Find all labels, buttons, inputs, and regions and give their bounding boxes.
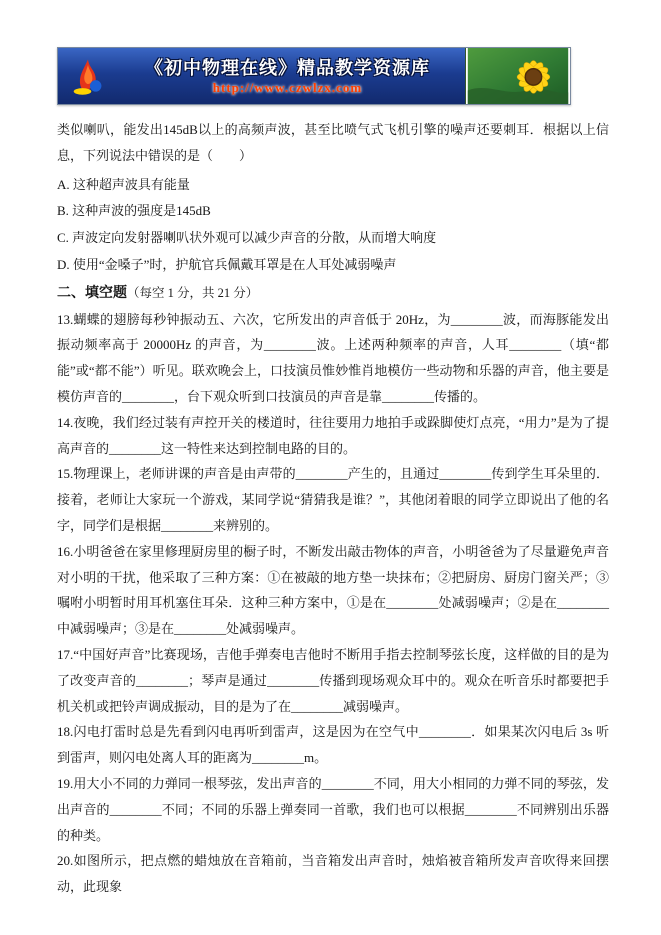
question-15: 15.物理课上，老师讲课的声音是由声带的________产生的，且通过________传到学生耳朵里的．接着，老师让大家玩一个游戏，某同学说“猜猜我是谁？”，其他闭着眼的同学立即说出了他的名字，同学们是根据________来辨别的。: [57, 466, 609, 533]
choice-option-a: A. 这种超声波具有能量: [57, 176, 190, 192]
question-12-stem: 类似喇叭，能发出145dB以上的高频声波，甚至比喷气式飞机引擎的噪声还要刺耳．根据以上信息，下列说法中错误的是（ ）: [57, 122, 609, 163]
question-17: 17.“中国好声音”比赛现场，吉他手弹奏电吉他时不断用手指去控制琴弦长度，这样做的目的是为了改变声音的________；琴声是通过________传播到现场观众耳中的。观众在听音乐时都要把手机关机或把铃声调成振动，目的是为了在________减弱噪声。: [57, 646, 609, 714]
question-16: 16.小明爸爸在家里修理厨房里的橱子时，不断发出敲击物体的声音，小明爸爸为了尽量避免声音对小明的干扰，他采取了三种方案：①在被敲的地方垫一块抹布；②把厨房、厨房门窗关严；③嘱咐小明暂时用耳机塞住耳朵．这种三种方案中，①是在________处减弱噪声；②是在________中减弱噪声；③是在________处减弱噪声。: [57, 543, 609, 637]
document-content: [57, 117, 609, 900]
question-18: 18.闪电打雷时总是先看到闪电再听到雷声，这是因为在空气中________．如果某次闪电后 3s 听到雷声，则闪电处离人耳的距离为________m。: [57, 724, 609, 766]
question-14: 14.夜晚，我们经过装有声控开关的楼道时，往往要用力地拍手或跺脚使灯点亮，“用力”是为了提高声音的________这一特性来达到控制电路的目的。: [57, 414, 609, 456]
header-banner: [57, 47, 571, 105]
banner-text-block: [114, 56, 461, 96]
fill-section-note: （每空 1 分，共 21 分）: [127, 285, 259, 300]
banner-main-panel: [58, 48, 465, 104]
question-19: 19.用大小不同的力弹同一根琴弦，发出声音的________不同，用大小相同的力弹不同的琴弦，发出声音的________不同；不同的乐器上弹奏同一首歌，我们也可以根据________不同辨别出乐器的种类。: [57, 775, 609, 843]
fill-section-heading: [57, 280, 609, 307]
question-12-options: [57, 172, 609, 278]
banner-title: 《初中物理在线》精品教学资源库: [145, 57, 430, 78]
physics-online-torch-logo-icon: [62, 50, 114, 102]
question-20: 20.如图所示，把点燃的蜡烛放在音箱前，当音箱发出声音时，烛焰被音箱所发声音吹得来回摆动，此现象: [57, 853, 609, 895]
sunflower-image: [465, 48, 570, 104]
question-13: 13.蝴蝶的翅膀每秒钟振动五、六次，它所发出的声音低于 20Hz，为________波，而海豚能发出振动频率高于 20000Hz 的声音，为________波。上述两种频率的声音，人耳________（填“都能”或“都不能”）听见。联欢晚会上，口技演员惟妙惟肖地模仿一些动物和乐器的声音，他主要是模仿声音的________，台下观众听到口技演员的声音是靠________传播的。: [57, 311, 609, 404]
choice-option-d: D. 使用“金嗓子”时，护航官兵佩戴耳罩是在人耳处减弱噪声: [57, 256, 397, 272]
fill-section-title: 二、填空题: [57, 283, 127, 300]
choice-option-b: B. 这种声波的强度是145dB: [57, 203, 211, 219]
choice-option-c: C. 声波定向发射器喇叭状外观可以减少声音的分散，从而增大响度: [57, 230, 437, 246]
banner-url-link[interactable]: http://www.czwlzx.com: [212, 79, 363, 95]
